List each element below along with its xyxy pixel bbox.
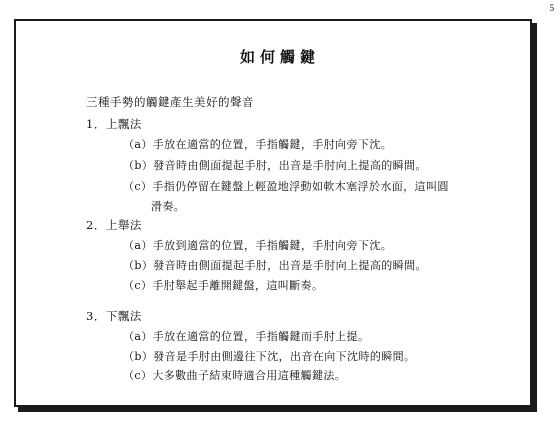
section-3-item-a: （a）手放在適當的位置，手指觸鍵而手肘上提。 [123, 330, 370, 343]
section-1-item-c: （c）手指仍停留在鍵盤上輕盈地浮動如軟木塞浮於水面，這叫圓 [123, 180, 449, 193]
section-2-item-c: （c）手肘舉起手離開鍵盤，這叫斷奏。 [123, 279, 324, 292]
section-2-item-b: （b）發音時由側面提起手肘，出音是手肘向上提高的瞬間。 [123, 259, 427, 272]
page-number: 5 [549, 3, 554, 13]
frame-shadow-bottom [18, 407, 537, 412]
section-heading-1: 1．上飄法 [86, 117, 142, 131]
frame-shadow-right [532, 23, 537, 411]
page-title: 如何觸鍵 [239, 48, 320, 66]
intro-text: 三種手勢的觸鍵產生美好的聲音 [86, 95, 254, 109]
section-heading-3: 3．下飄法 [86, 309, 142, 323]
section-1-item-a: （a）手放在適當的位置，手指觸鍵，手肘向旁下沈。 [123, 138, 393, 151]
section-2-item-a: （a）手放到適當的位置，手指觸鍵，手肘向旁下沈。 [123, 239, 393, 252]
section-heading-2: 2．上舉法 [86, 218, 142, 232]
section-1-item-c-continued: 滑奏。 [151, 200, 186, 213]
section-3-item-b: （b）發音是手肘由側邊往下沈，出音在向下沈時的瞬間。 [123, 350, 416, 363]
section-3-item-c: （c）大多數曲子結束時適合用這種觸鍵法。 [123, 369, 347, 382]
section-1-item-b: （b）發音時由側面提起手肘，出音是手肘向上提高的瞬間。 [123, 159, 427, 172]
